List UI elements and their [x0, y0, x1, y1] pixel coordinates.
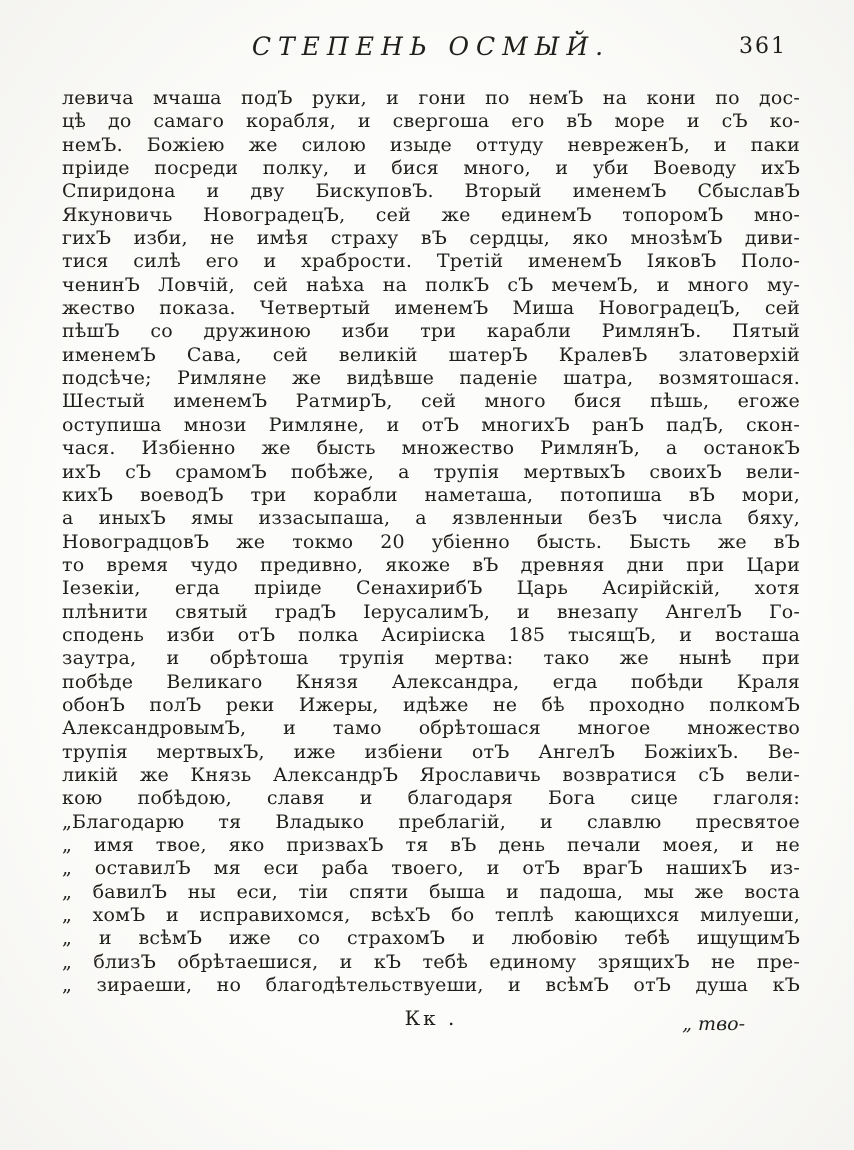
text-line: побѣде Великаго Князя Александра, егда побѣди Краля: [62, 670, 800, 693]
text-line: гихЪ изби, не имѣя страху вЪ сердцы, яко мнозѣмЪ диви-: [62, 227, 800, 250]
text-line: жество показа. Четвертый именемЪ Миша НовоградецЪ, сей: [62, 297, 800, 320]
text-line: „ близЪ обрѣтаешися, и кЪ тебѣ единому зрящихЪ не пре-: [62, 950, 800, 973]
text-line: обонЪ полЪ реки Ижеры, идѣже не бѣ проходно полкомЪ: [62, 693, 800, 716]
text-line: цѣ до самаго корабля, и свергоша его вЪ море и сЪ ко-: [62, 110, 800, 133]
text-line: „ хомЪ и исправихомся, всѣхЪ бо теплѣ кающихся милуеши,: [62, 904, 800, 927]
text-line: подсѣче; Римляне же видѣвше паденіе шатра, возмятошася.: [62, 367, 800, 390]
text-line: ликій же Князь АлександрЪ Ярославичь возвратися сЪ вели-: [62, 763, 800, 786]
text-line: плѣнити святый градЪ ІерусалимЪ, и внезапу АнгелЪ Го-: [62, 600, 800, 623]
text-line: трупія мертвыхЪ, иже избіени отЪ АнгелЪ БожіихЪ. Ве-: [62, 740, 800, 763]
text-line: НовоградцовЪ же токмо 20 убіенно бысть. Бысть же вЪ: [62, 530, 800, 553]
text-line: тися силѣ его и храбрости. Третій именемЪ ІяковЪ Поло-: [62, 250, 800, 273]
text-line: „ и всѣмЪ иже со страхомЪ и любовію тебѣ ищущимЪ: [62, 927, 800, 950]
text-line: „ имя твое, яко призвахЪ тя вЪ день печали моея, и не: [62, 834, 800, 856]
text-line: „ оставилЪ мя еси раба твоего, и отЪ врагЪ нашихЪ из-: [62, 857, 800, 880]
text-line: пріиде посреди полку, и бися много, и уби Воеводу ихЪ: [62, 157, 800, 180]
text-line: АлександровымЪ, и тамо обрѣтошася многое множество: [62, 717, 800, 740]
text-line: ихЪ сЪ срамомЪ побѣже, а трупія мертвыхЪ своихЪ вели-: [62, 460, 800, 483]
page-footer: [62, 1006, 800, 1042]
running-title: СТЕПЕНЬ ОСМЫЙ.: [251, 32, 611, 61]
catchword: „ тво-: [682, 1013, 745, 1035]
text-line: сподень изби отЪ полка Асиріиска 185 тысящЪ, и восташа: [62, 623, 800, 646]
text-line: Якуновичь НовоградецЪ, сей же единемЪ топоромЪ мно-: [62, 203, 800, 226]
text-line: а иныхЪ ямы иззасыпаша, а язвленныи безЪ числа бяху,: [62, 507, 800, 530]
text-line: ченинЪ Ловчій, сей наѣха на полкЪ сЪ мечемЪ, и много му-: [62, 273, 800, 296]
text-line: „ бавилЪ ны еси, тіи спяти быша и падоша, мы же воста: [62, 880, 800, 903]
text-line: кихЪ воеводЪ три корабли наметаша, потопиша вЪ мори,: [62, 483, 800, 506]
text-line: именемЪ Сава, сей великій шатерЪ КралевЪ златоверхій: [62, 343, 800, 366]
text-line: немЪ. Божіею же силою изыде оттуду невреженЪ, и паки: [62, 133, 800, 156]
body-text: [62, 87, 800, 997]
text-line: заутра, и обрѣтоша трупія мертва: тако же нынѣ при: [62, 647, 800, 670]
text-line: чася. Избіенно же бысть множество РимлянЪ, а останокЪ: [62, 437, 800, 460]
text-line: оступиша мнози Римляне, и отЪ многихЪ ранЪ падЪ, скон-: [62, 413, 800, 436]
text-line: кою побѣдою, славя и благодаря Бога сице глаголя:: [62, 787, 800, 810]
text-line: Шестый именемЪ РатмирЪ, сей много бися пѣшь, егоже: [62, 390, 800, 413]
text-line: „Благодарю тя Владыко преблагій, и славлю пресвятое: [62, 810, 800, 833]
text-line: левича мчаша подЪ руки, и гони по немЪ на кони по дос-: [62, 87, 800, 109]
text-line: то время чудо предивно, якоже вЪ древняя дни при Цари: [62, 553, 800, 576]
text-line: Іезекіи, егда пріиде СенахирибЪ Царь Асирійскій, хотя: [62, 577, 800, 600]
page-number: 361: [739, 34, 787, 59]
page-header: [62, 0, 800, 76]
text-line: „ зираеши, но благодѣтельствуеши, и всѣмЪ отЪ душа кЪ: [62, 974, 800, 997]
text-line: пѣшЪ со дружиною изби три карабли РимлянЪ. Пятый: [62, 320, 800, 343]
signature-mark: Кк .: [404, 1006, 458, 1030]
text-line: Спиридона и дву БискуповЪ. Вторый именемЪ СбыславЪ: [62, 180, 800, 203]
